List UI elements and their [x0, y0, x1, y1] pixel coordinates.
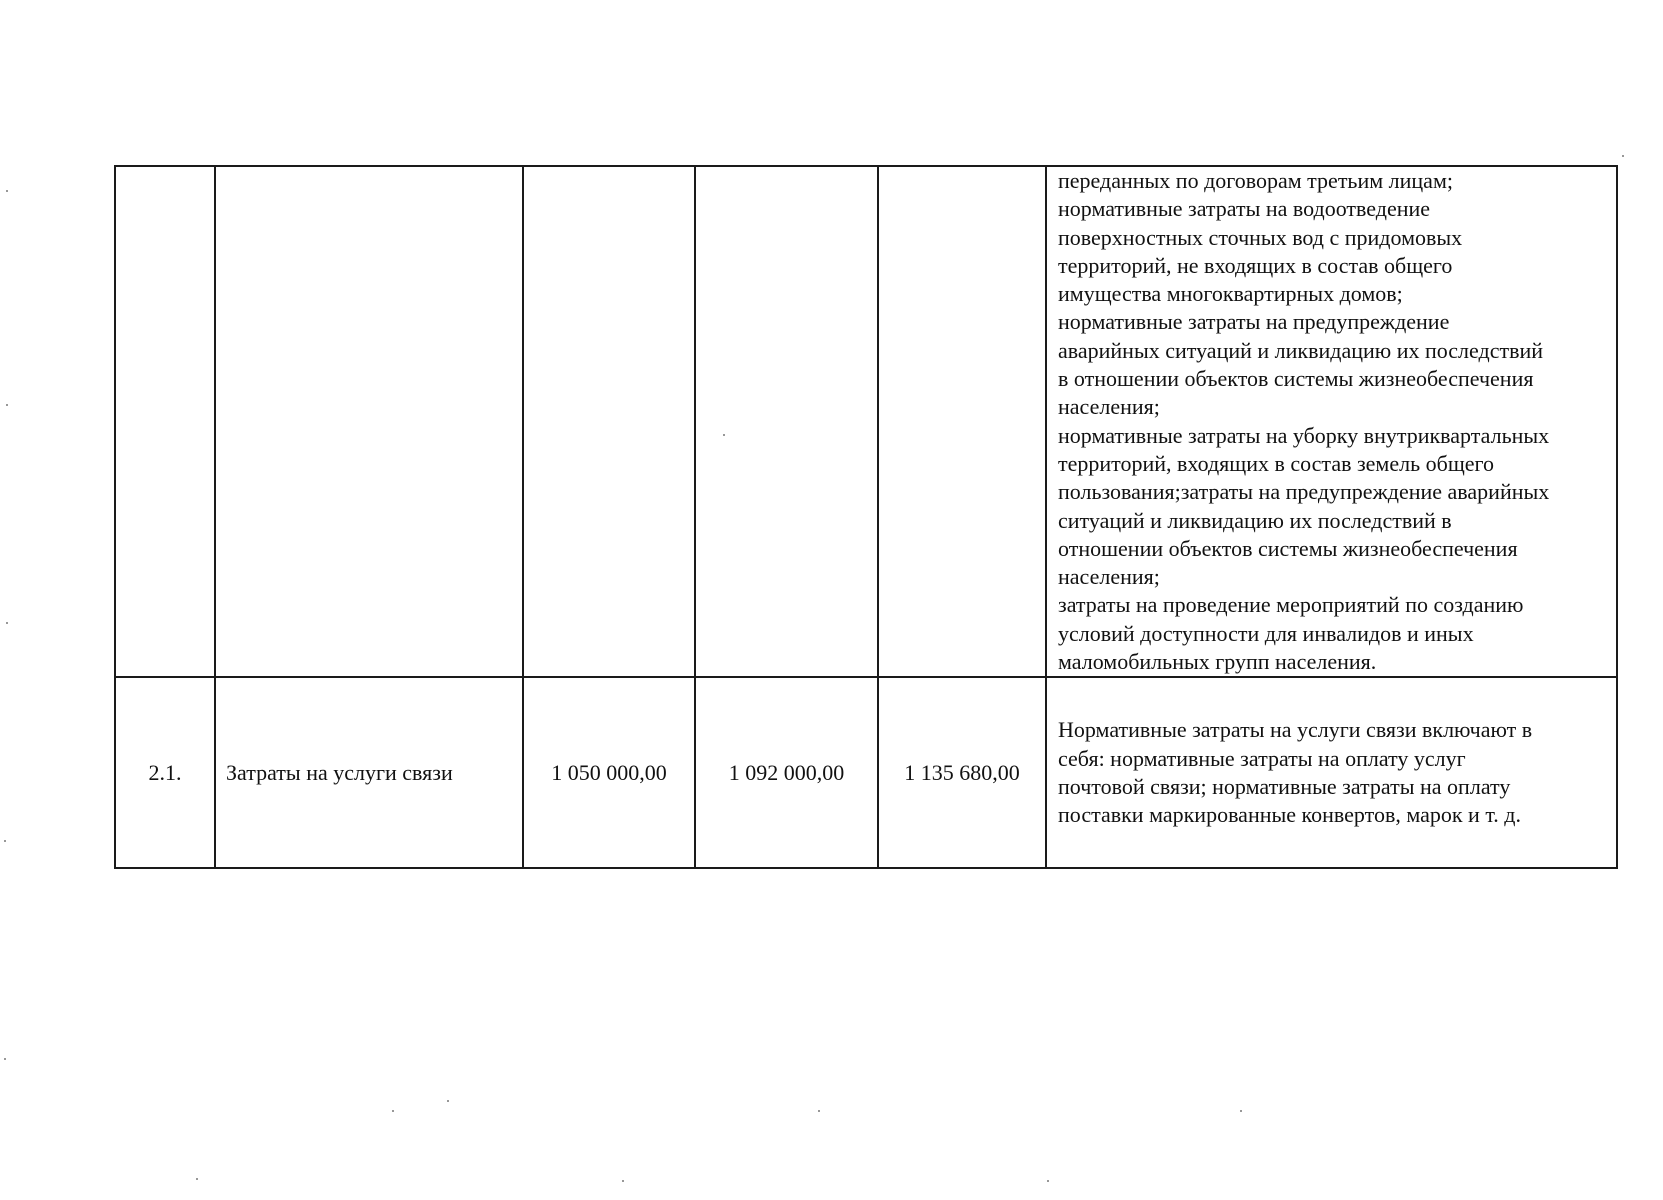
scan-speck [723, 434, 725, 436]
description-line: себя: нормативные затраты на оплату услуг [1058, 745, 1466, 771]
description-line: нормативные затраты на водоотведение [1058, 196, 1431, 222]
scan-speck [1047, 1180, 1049, 1182]
scan-speck [4, 1058, 6, 1060]
description-line: аварийных ситуаций и ликвидацию их последствий [1058, 337, 1544, 363]
description-line: имущества многоквартирных домов; [1058, 281, 1403, 307]
cell-value-1-empty [523, 166, 695, 677]
row-value-1: 1 050 000,00 [523, 677, 695, 868]
description-line: в отношении объектов системы жизнеобеспечения [1058, 366, 1534, 392]
description-line: населения; [1058, 394, 1160, 420]
description-line: нормативные затраты на уборку внутриквартальных [1058, 422, 1550, 448]
description-line: затраты на проведение мероприятий по созданию [1058, 592, 1524, 618]
scan-speck [1622, 155, 1624, 157]
cell-value-2-empty [695, 166, 878, 677]
description-line: переданных по договорам третьим лицам; [1058, 168, 1453, 193]
scan-speck [447, 1100, 449, 1102]
cell-value-3-empty [878, 166, 1046, 677]
cell-description-continued [1046, 166, 1617, 677]
cell-number-empty [115, 166, 215, 677]
scan-speck [6, 622, 8, 624]
description-line: маломобильных групп населения. [1058, 649, 1377, 675]
description-line: территорий, не входящих в состав общего [1058, 252, 1453, 278]
description-line: населения; [1058, 564, 1160, 590]
description-line: нормативные затраты на предупреждение [1058, 309, 1450, 335]
cell-name-empty [215, 166, 523, 677]
scan-speck [6, 404, 8, 406]
description-line: территорий, входящих в состав земель общего [1058, 450, 1494, 476]
row-number: 2.1. [115, 677, 215, 868]
scan-speck [196, 1178, 198, 1180]
description-line: отношении объектов системы жизнеобеспечения [1058, 535, 1518, 561]
table-row-2-1 [115, 677, 1617, 868]
scan-speck [1240, 1110, 1242, 1112]
cost-table [114, 165, 1618, 869]
row-description [1046, 677, 1617, 868]
description-line: поверхностных сточных вод с придомовых [1058, 224, 1463, 250]
scan-speck [4, 840, 6, 842]
row-value-2: 1 092 000,00 [695, 677, 878, 868]
scan-speck [392, 1110, 394, 1112]
row-value-3: 1 135 680,00 [878, 677, 1046, 868]
description-line: почтовой связи; нормативные затраты на оплату [1058, 773, 1511, 799]
table-row-continued [115, 166, 1617, 677]
scan-speck [6, 190, 8, 192]
description-line: условий доступности для инвалидов и иных [1058, 620, 1474, 646]
description-line: поставки маркированные конвертов, марок и т. д. [1058, 802, 1521, 828]
row-name: Затраты на услуги связи [215, 677, 523, 868]
description-line: Нормативные затраты на услуги связи включают в [1058, 717, 1533, 743]
description-line: ситуаций и ликвидацию их последствий в [1058, 507, 1452, 533]
scan-speck [622, 1180, 624, 1182]
scan-speck [818, 1110, 820, 1112]
description-line: пользования;затраты на предупреждение аварийных [1058, 479, 1550, 505]
